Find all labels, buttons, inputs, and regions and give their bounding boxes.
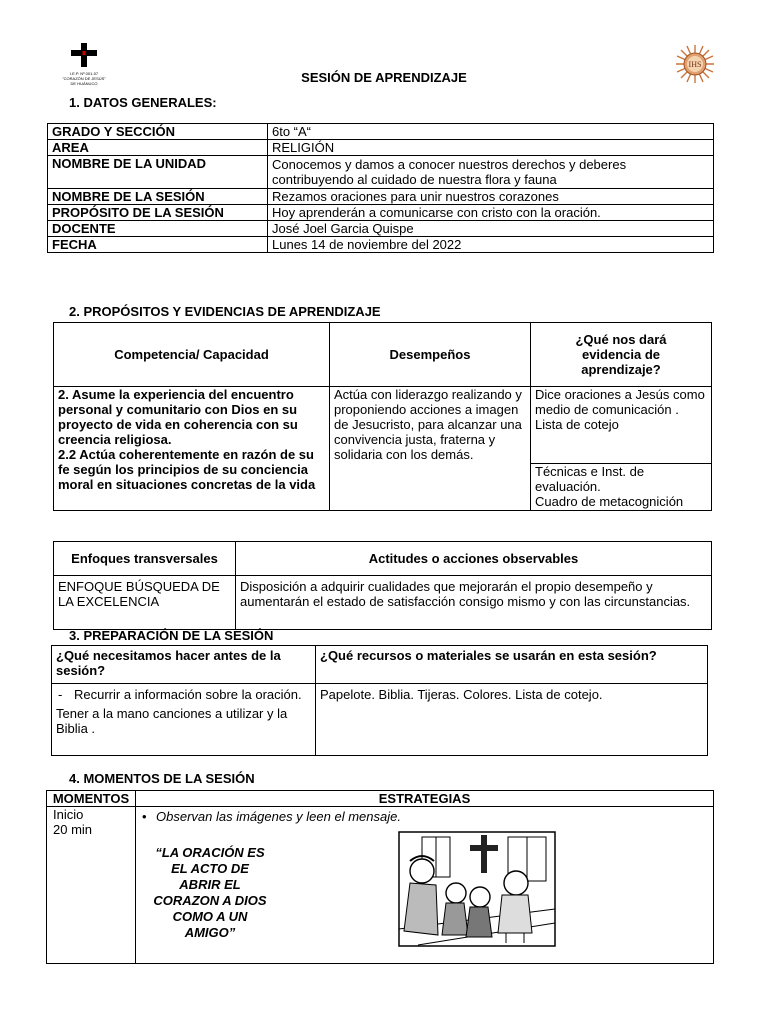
- praying-children-illustration: [398, 831, 556, 947]
- section-4-heading: 4. MOMENTOS DE LA SESIÓN: [69, 771, 255, 786]
- estrategia-cell: [136, 807, 714, 964]
- col-enfoque: Enfoques transversales: [54, 542, 236, 576]
- section-2-heading: 2. PROPÓSITOS Y EVIDENCIAS DE APRENDIZAJE: [69, 304, 381, 319]
- page-title: SESIÓN DE APRENDIZAJE: [301, 70, 467, 85]
- section-3-heading: 3. PREPARACIÓN DE LA SESIÓN: [69, 628, 274, 643]
- duracion-label: 20 min: [53, 822, 93, 837]
- antes-item-2: Tener a la mano canciones a utilizar y la Biblia .: [56, 706, 288, 736]
- label-cell: DOCENTE: [48, 221, 268, 237]
- bullet-icon: •: [142, 809, 147, 824]
- momentos-table: [46, 790, 714, 964]
- col-momentos: MOMENTOS: [47, 791, 136, 807]
- value-cell: Conocemos y damos a conocer nuestros derechos y deberes contribuyendo al cuidado de nuestra flora y fauna: [268, 156, 714, 189]
- label-cell: NOMBRE DE LA SESIÓN: [48, 189, 268, 205]
- value-cell: Rezamos oraciones para unir nuestros corazones: [268, 189, 714, 205]
- value-cell: José Joel Garcia Quispe: [268, 221, 714, 237]
- value-cell: Hoy aprenderán a comunicarse con cristo con la oración.: [268, 205, 714, 221]
- col-competencia: Competencia/ Capacidad: [54, 323, 330, 387]
- tecnicas-cell: Técnicas e Inst. de evaluación. Cuadro de metacognición: [531, 464, 712, 511]
- col-evidencia: ¿Qué nos dará evidencia de aprendizaje?: [531, 323, 712, 387]
- recursos-cell: Papelote. Biblia. Tijeras. Colores. Lista de cotejo.: [316, 684, 708, 756]
- label-cell: NOMBRE DE LA UNIDAD: [48, 156, 268, 189]
- enfoque-cell: ENFOQUE BÚSQUEDA DE LA EXCELENCIA: [54, 576, 236, 630]
- label-cell: PROPÓSITO DE LA SESIÓN: [48, 205, 268, 221]
- value-cell: 6to “A“: [268, 124, 714, 140]
- estrategia-text: Observan las imágenes y leen el mensaje.: [156, 809, 401, 824]
- actitud-cell: Disposición a adquirir cualidades que mejorarán el propio desempeño y aumentarán el estado de satisfacción consigo mismo y con las circunstancias.: [236, 576, 712, 630]
- table-row: [48, 189, 714, 205]
- list-item: [56, 687, 311, 702]
- table-row: [48, 140, 714, 156]
- propositos-table: [53, 322, 712, 511]
- col-actitudes: Actitudes o acciones observables: [236, 542, 712, 576]
- value-cell: RELIGIÓN: [268, 140, 714, 156]
- value-cell: Lunes 14 de noviembre del 2022: [268, 237, 714, 253]
- datos-generales-table: [47, 123, 714, 253]
- competencia-cell: 2. Asume la experiencia del encuentro personal y comunitario con Dios en su proyecto de vida en coherencia con su creencia religiosa. 2.2 Actúa coherentemente en razón de su fe según los principios de su conciencia moral en situaciones concretas de la vida: [54, 387, 330, 511]
- col-desempenos: Desempeños: [330, 323, 531, 387]
- antes-cell: [52, 684, 316, 756]
- table-row: [48, 205, 714, 221]
- enfoques-table: [53, 541, 712, 630]
- prayer-illustration-icon: [398, 831, 556, 947]
- list-item: [142, 809, 401, 824]
- col-antes: ¿Qué necesitamos hacer antes de la sesión?: [52, 646, 316, 684]
- table-row: [48, 156, 714, 189]
- section-1-heading: 1. DATOS GENERALES:: [69, 95, 217, 110]
- preparacion-table: [51, 645, 708, 756]
- table-row: [48, 237, 714, 253]
- dash-icon: -: [58, 687, 63, 702]
- cross-icon: [58, 42, 110, 68]
- table-row: [48, 124, 714, 140]
- col-estrategias: ESTRATEGIAS: [136, 791, 714, 807]
- antes-item-1: Recurrir a información sobre la oración.: [74, 687, 302, 702]
- logo-line-1: I.E.P. Nº 001-07: [69, 71, 99, 76]
- label-cell: FECHA: [48, 237, 268, 253]
- evidencia-cell: Dice oraciones a Jesús como medio de comunicación . Lista de cotejo: [531, 387, 712, 464]
- desempeno-cell: Actúa con liderazgo realizando y proponiendo acciones a imagen de Jesucristo, para alcanzar una convivencia justa, fraterna y solidaria con los demás.: [330, 387, 531, 511]
- table-row: [48, 221, 714, 237]
- label-cell: GRADO Y SECCIÓN: [48, 124, 268, 140]
- momento-cell: [47, 807, 136, 964]
- momento-label: Inicio: [53, 807, 84, 822]
- label-cell: AREA: [48, 140, 268, 156]
- ihs-text: IHS: [688, 60, 702, 69]
- logo-line-3: DE HUÁNUCO: [70, 81, 98, 86]
- logo-line-2: "CORAZÓN DE JESÚS": [62, 76, 106, 81]
- col-recursos: ¿Qué recursos o materiales se usarán en esta sesión?: [316, 646, 708, 684]
- quote-text: “LA ORACIÓN ES EL ACTO DE ABRIR EL CORAZON A DIOS COMO A UN AMIGO”: [153, 845, 267, 940]
